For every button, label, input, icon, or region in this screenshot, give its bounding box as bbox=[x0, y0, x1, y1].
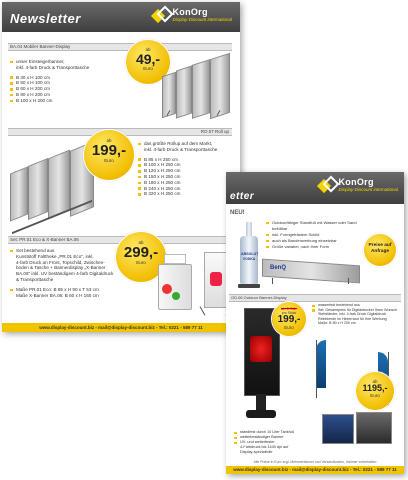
beach-flag-image bbox=[314, 340, 336, 400]
bullet-item: standfest durch 10 Liter Tankfuß bbox=[234, 430, 322, 435]
bullet-item: Set bestehend aus bbox=[10, 248, 136, 254]
price-on-request-badge: Preise auf Anfrage bbox=[364, 234, 396, 266]
size-item: B 50 x H 100 cm bbox=[10, 80, 110, 86]
dimension-item: Maße X-Banner BA.06: B 60 x H 160 cm bbox=[16, 292, 99, 298]
bullet-item: das größte Rollup auf dem Markt, bbox=[138, 141, 238, 147]
size-item: B 30 x H 100 cm bbox=[10, 75, 110, 81]
page-footer[interactable]: www.display-discount.biz - mail@display-discount.biz - Tel.: 0221 - 589 77 11 bbox=[226, 466, 404, 474]
bullet-item: UV- und wetterfester bbox=[234, 440, 322, 445]
bullet-item: 4-farb Druck an Front, Topschild, Zwischen- bbox=[16, 259, 105, 265]
logo-subtitle: Display-Discount international bbox=[338, 187, 398, 192]
company-logo[interactable] bbox=[153, 7, 232, 22]
price-badge-set: ab 299,- Euro bbox=[116, 232, 166, 282]
counter-image bbox=[322, 408, 394, 444]
bullet-item: unser Einsteigerbanner, bbox=[10, 59, 110, 65]
logo-name: KonOrg bbox=[338, 177, 374, 187]
logo-subtitle: Display-Discount international bbox=[172, 17, 232, 22]
bottle-brand: ABSOLUT bbox=[241, 252, 259, 256]
size-item: B 120 x H 250 cm bbox=[138, 168, 238, 174]
product-description-rollup bbox=[138, 141, 238, 197]
logo-name: KonOrg bbox=[172, 7, 208, 17]
bullet-item: Kunststoff Falttheke „PR.01 Eco", inkl. bbox=[16, 253, 94, 259]
product-description-outdoor-banner bbox=[312, 303, 402, 326]
size-item: B 100 x H 200 cm bbox=[10, 98, 110, 104]
size-item: B 85 x H 250 cm bbox=[138, 157, 238, 163]
product-description-outdoor-stand bbox=[266, 220, 370, 250]
product-features-outdoor-banner bbox=[234, 430, 322, 455]
price-badge-banner-display: ab 49,- Euro bbox=[126, 40, 170, 84]
size-item: B 180 x H 250 cm bbox=[138, 180, 238, 186]
vodka-bottle-image bbox=[238, 222, 260, 288]
new-label: NEU! bbox=[230, 210, 245, 216]
bullet-item: 4-Farbdruck bis 1440 dpi auf bbox=[240, 445, 289, 449]
size-item: B 240 x H 250 cm bbox=[138, 186, 238, 192]
price-badge-flag-set: ab 1195,- Euro bbox=[356, 372, 394, 410]
bullet-item: Stehständer, inkl. 4-farb Druck Digitaldruck bbox=[318, 312, 387, 317]
section-label-rollup: RO.07 Roll up bbox=[8, 128, 232, 136]
panel-brand: BenQ bbox=[270, 265, 287, 271]
bullet-item: Reinblende im Hinterrand für Ihre Werbung bbox=[318, 316, 387, 321]
page-footer[interactable]: www.display-discount.biz - mail@display-discount.biz - Tel.: 0221 - 589 77 11 bbox=[2, 323, 240, 332]
newsletter-title-partial: etter bbox=[230, 191, 255, 202]
bullet-item: Outdoorfähiger Standfuß mit Wasser oder Sand befüllbar bbox=[266, 220, 370, 232]
bullet-item: wasserfest bestehend aus bbox=[312, 303, 402, 308]
logo-mark-icon bbox=[319, 178, 335, 192]
bullet-item: Maße: B 80 x H 200 cm bbox=[318, 321, 356, 326]
price-badge-rollup: ab 199,- Euro bbox=[84, 130, 134, 180]
company-logo[interactable] bbox=[319, 177, 398, 192]
bullet-item: Display-spezialfolie bbox=[240, 450, 273, 454]
bullet-item: inkl. 4-farb Druck & Transporttasche bbox=[16, 64, 90, 70]
newsletter-page-2 bbox=[226, 172, 404, 474]
product-description-banner-display bbox=[10, 59, 110, 104]
price-disclaimer: Alle Preise in Euro zzgl. Mehrwertsteuer und Versandkosten, Irrtümer vorbehalten bbox=[253, 460, 377, 464]
newsletter-title: Newsletter bbox=[10, 11, 81, 26]
benq-panel-image bbox=[262, 254, 358, 284]
logo-mark-icon bbox=[153, 8, 169, 22]
size-item: B 150 x H 250 cm bbox=[138, 174, 238, 180]
size-item: B 60 x H 200 cm bbox=[10, 86, 110, 92]
bullet-item: inkl. Formgefrästem Schild bbox=[266, 232, 370, 238]
section-label-set: Set: PR.01 Eco & X-Banner BA.06 bbox=[8, 236, 232, 244]
bottle-text: VODKA bbox=[242, 257, 256, 261]
bullet-item: inkl. 4-farb Druck & Transporttasche bbox=[144, 146, 218, 152]
size-item: B 320 x H 250 cm bbox=[138, 191, 238, 197]
bullet-item: boden & Tasche + Bannerdisplay „X-Banner bbox=[16, 265, 106, 271]
page-header bbox=[2, 2, 240, 32]
bullet-item: auch als Bandenwerbung einsetzbar bbox=[266, 238, 370, 244]
size-item: B 80 x H 200 cm bbox=[10, 92, 110, 98]
bullet-item: Set: Gesamtpreis für Digitaldrucker Ihren Wunsch bbox=[312, 308, 402, 313]
bullet-item: BA.06" inkl. UV beständigem 4-farb Digitaldruck bbox=[16, 271, 114, 277]
bullet-item: wetterbeständiger Banner bbox=[234, 435, 322, 440]
page-header bbox=[226, 172, 404, 204]
dimension-item: Maße PR.01 Eco: B 85 x H 90 x T 53 cm bbox=[10, 287, 136, 293]
size-item: B 100 x H 250 cm bbox=[138, 162, 238, 168]
price-badge-outdoor-banner: ab 5 Stk. pro Stück 199,- Euro bbox=[272, 302, 306, 336]
bullet-item: Größe variabel, nach Ihrer Form bbox=[266, 244, 370, 250]
bullet-item: & Transporttasche bbox=[16, 276, 54, 282]
newsletter-page-1 bbox=[2, 2, 240, 332]
section-label-outdoor-banner: OD.06 Outdoor Banner-Display bbox=[229, 294, 401, 302]
section-label-banner-display: BA.04 Mobiler Banner-Display bbox=[8, 43, 232, 51]
banner-display-image bbox=[162, 54, 236, 116]
